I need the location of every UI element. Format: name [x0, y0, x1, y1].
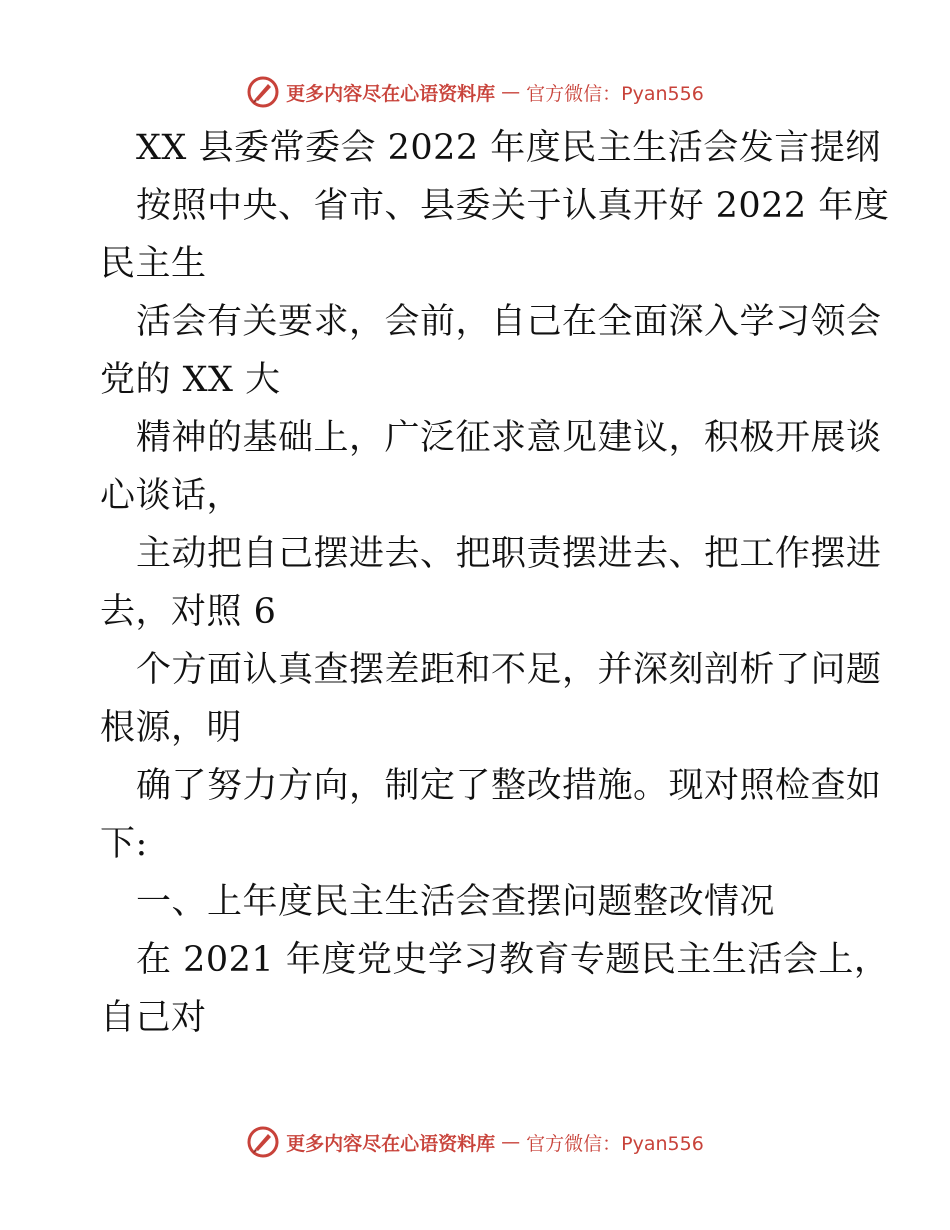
- paragraph-line: 下:: [100, 824, 148, 864]
- paragraph-line: 去，对照 6: [100, 592, 277, 632]
- paragraph-line: 心谈话，: [100, 476, 243, 516]
- paragraph-line: 活会有关要求，会前，自己在全面深入学习领会: [136, 302, 882, 342]
- quill-pen-icon: [246, 1125, 280, 1159]
- watermark-dash: —: [501, 1131, 521, 1153]
- watermark-contact: 官方微信：Pyan556: [526, 82, 704, 105]
- paragraph-line: 主动把自己摆进去、把职责摆进去、把工作摆进: [136, 534, 882, 574]
- watermark-contact: 官方微信：Pyan556: [526, 1132, 704, 1155]
- watermark-dash: —: [501, 81, 521, 103]
- document-title: XX 县委常委会 2022 年度民主生活会发言提纲: [136, 128, 881, 168]
- paragraph-line: 确了努力方向，制定了整改措施。现对照检查如: [136, 766, 882, 806]
- paragraph-line: 根源，明: [100, 708, 243, 748]
- watermark-brand: 更多内容尽在心语资料库: [286, 82, 496, 105]
- watermark-footer: [0, 1122, 950, 1162]
- paragraph-line: 自己对: [100, 998, 207, 1038]
- paragraph-line: 个方面认真查摆差距和不足，并深刻剖析了问题: [136, 650, 882, 690]
- watermark-brand: 更多内容尽在心语资料库: [286, 1132, 496, 1155]
- paragraph-line: 在 2021 年度党史学习教育专题民主生活会上，: [136, 940, 890, 980]
- paragraph-line: 精神的基础上，广泛征求意见建议，积极开展谈: [136, 418, 882, 458]
- section-heading: 一、上年度民主生活会查摆问题整改情况: [136, 882, 776, 922]
- paragraph-line: 民主生: [100, 244, 207, 284]
- paragraph-line: 党的 XX 大: [100, 360, 281, 400]
- paragraph-line: 按照中央、省市、县委关于认真开好 2022 年度: [136, 186, 890, 226]
